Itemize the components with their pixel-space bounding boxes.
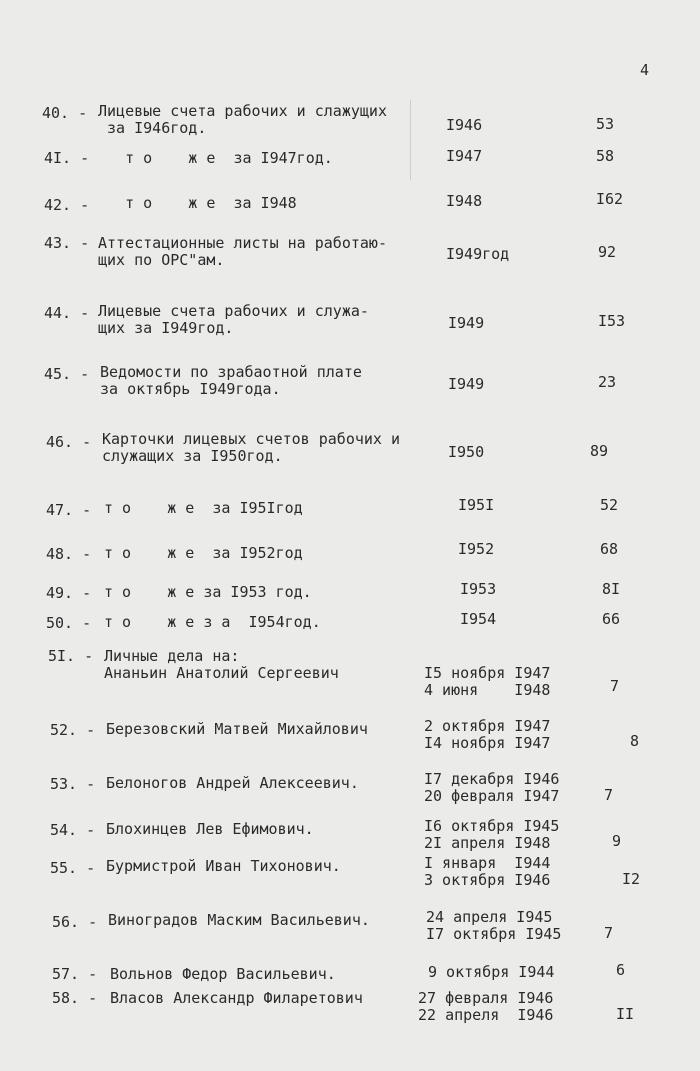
- entry-count: 89: [590, 442, 609, 460]
- entry-title: Виноградов Маским Васильевич.: [108, 911, 370, 929]
- entry-number: 43. -: [44, 234, 90, 252]
- entry-title: Лицевые счета рабочих и слажущих за I946год.: [98, 102, 387, 137]
- entry-count: I2: [622, 870, 641, 888]
- entry-count: 66: [602, 610, 621, 628]
- entry-count: I62: [596, 190, 624, 208]
- entry-dates: I95I: [458, 496, 495, 514]
- entry-dates: I950: [448, 443, 485, 461]
- entry-number: 40. -: [42, 104, 88, 122]
- entry-dates: I949: [448, 314, 485, 332]
- entry-dates: I948: [446, 192, 483, 210]
- page-number: 4: [640, 61, 650, 79]
- entry-count: 6: [616, 961, 626, 979]
- entry-number: 53. -: [50, 775, 96, 793]
- entry-count: 23: [598, 373, 617, 391]
- entry-number: 42. -: [44, 196, 90, 214]
- entry-title: Аттестационные листы на работаю- щих по ОРС"ам.: [98, 234, 387, 269]
- entry-dates: I949год: [446, 245, 510, 263]
- entry-title: Блохинцев Лев Ефимович.: [106, 820, 314, 838]
- entry-title: Власов Александр Филаретович: [110, 989, 363, 1007]
- entry-dates: I5 ноября I947 4 июня I948: [424, 664, 551, 699]
- entry-number: 48. -: [46, 545, 92, 563]
- entry-dates: I954: [460, 610, 497, 628]
- entry-count: II: [616, 1005, 635, 1023]
- entry-number: 56. -: [52, 913, 98, 931]
- entry-number: 54. -: [50, 821, 96, 839]
- entry-title: т о ж е за I948: [98, 194, 297, 212]
- entry-number: 47. -: [46, 501, 92, 519]
- entry-count: 58: [596, 147, 615, 165]
- entry-dates: I946: [446, 116, 483, 134]
- entry-number: 44. -: [44, 304, 90, 322]
- entry-dates: 9 октября I944: [428, 963, 555, 981]
- entry-number: 58. -: [52, 989, 98, 1007]
- entry-number: 57. -: [52, 965, 98, 983]
- entry-title: Лицевые счета рабочих и служа- щих за I949год.: [98, 302, 369, 337]
- entry-number: 52. -: [50, 721, 96, 739]
- entry-count: 68: [600, 540, 619, 558]
- entry-number: 45. -: [44, 365, 90, 383]
- entry-title: т о ж е за I947год.: [98, 149, 333, 167]
- entry-title: Бурмистрой Иван Тихонович.: [106, 857, 341, 875]
- entry-number: 50. -: [46, 614, 92, 632]
- entry-number: 49. -: [46, 584, 92, 602]
- entry-dates: 24 апреля I945 I7 октября I945: [426, 908, 562, 943]
- entry-count: 8I: [602, 580, 621, 598]
- entry-number: 55. -: [50, 859, 96, 877]
- entry-dates: I953: [460, 580, 497, 598]
- entry-dates: I947: [446, 147, 483, 165]
- entry-count: 7: [604, 786, 614, 804]
- entry-count: 52: [600, 496, 619, 514]
- entry-count: I53: [598, 312, 626, 330]
- entry-title: Карточки лицевых счетов рабочих и служащих за I950год.: [102, 430, 401, 465]
- entry-title: т о ж е за I953 год.: [104, 583, 312, 601]
- entry-title: Вольнов Федор Васильевич.: [110, 965, 336, 983]
- entry-dates: 27 февраля I946 22 апреля I946: [418, 989, 554, 1024]
- entry-title: Ведомости по зрабаотной плате за октябрь I949года.: [100, 363, 362, 398]
- entry-title: т о ж е за I95Iгод: [104, 499, 303, 517]
- entry-dates: 2 октября I947 I4 ноября I947: [424, 717, 551, 752]
- entry-count: 7: [604, 924, 614, 942]
- entry-title: т о ж е з а I954год.: [104, 613, 321, 631]
- entry-dates: I949: [448, 375, 485, 393]
- entry-title: Белоногов Андрей Алексеевич.: [106, 774, 359, 792]
- entry-count: 9: [612, 832, 622, 850]
- entry-count: 53: [596, 115, 615, 133]
- entry-title: т о ж е за I952год: [104, 544, 303, 562]
- entry-count: 8: [630, 732, 640, 750]
- entry-title: Березовский Матвей Михайлович: [106, 720, 368, 738]
- entry-number: 46. -: [46, 433, 92, 451]
- entry-number: 5I. -: [48, 647, 94, 665]
- paper-fold-mark: [410, 100, 411, 180]
- entry-number: 4I. -: [44, 149, 90, 167]
- entry-count: 92: [598, 243, 617, 261]
- entry-dates: I января I944 3 октября I946: [424, 854, 551, 889]
- entry-dates: I7 декабря I946 20 февраля I947: [424, 770, 560, 805]
- entry-dates: I6 октября I945 2I апреля I948: [424, 817, 560, 852]
- entry-dates: I952: [458, 540, 495, 558]
- entry-title: Личные дела на: Ананьин Анатолий Сергеевич: [104, 647, 339, 682]
- entry-count: 7: [610, 677, 620, 695]
